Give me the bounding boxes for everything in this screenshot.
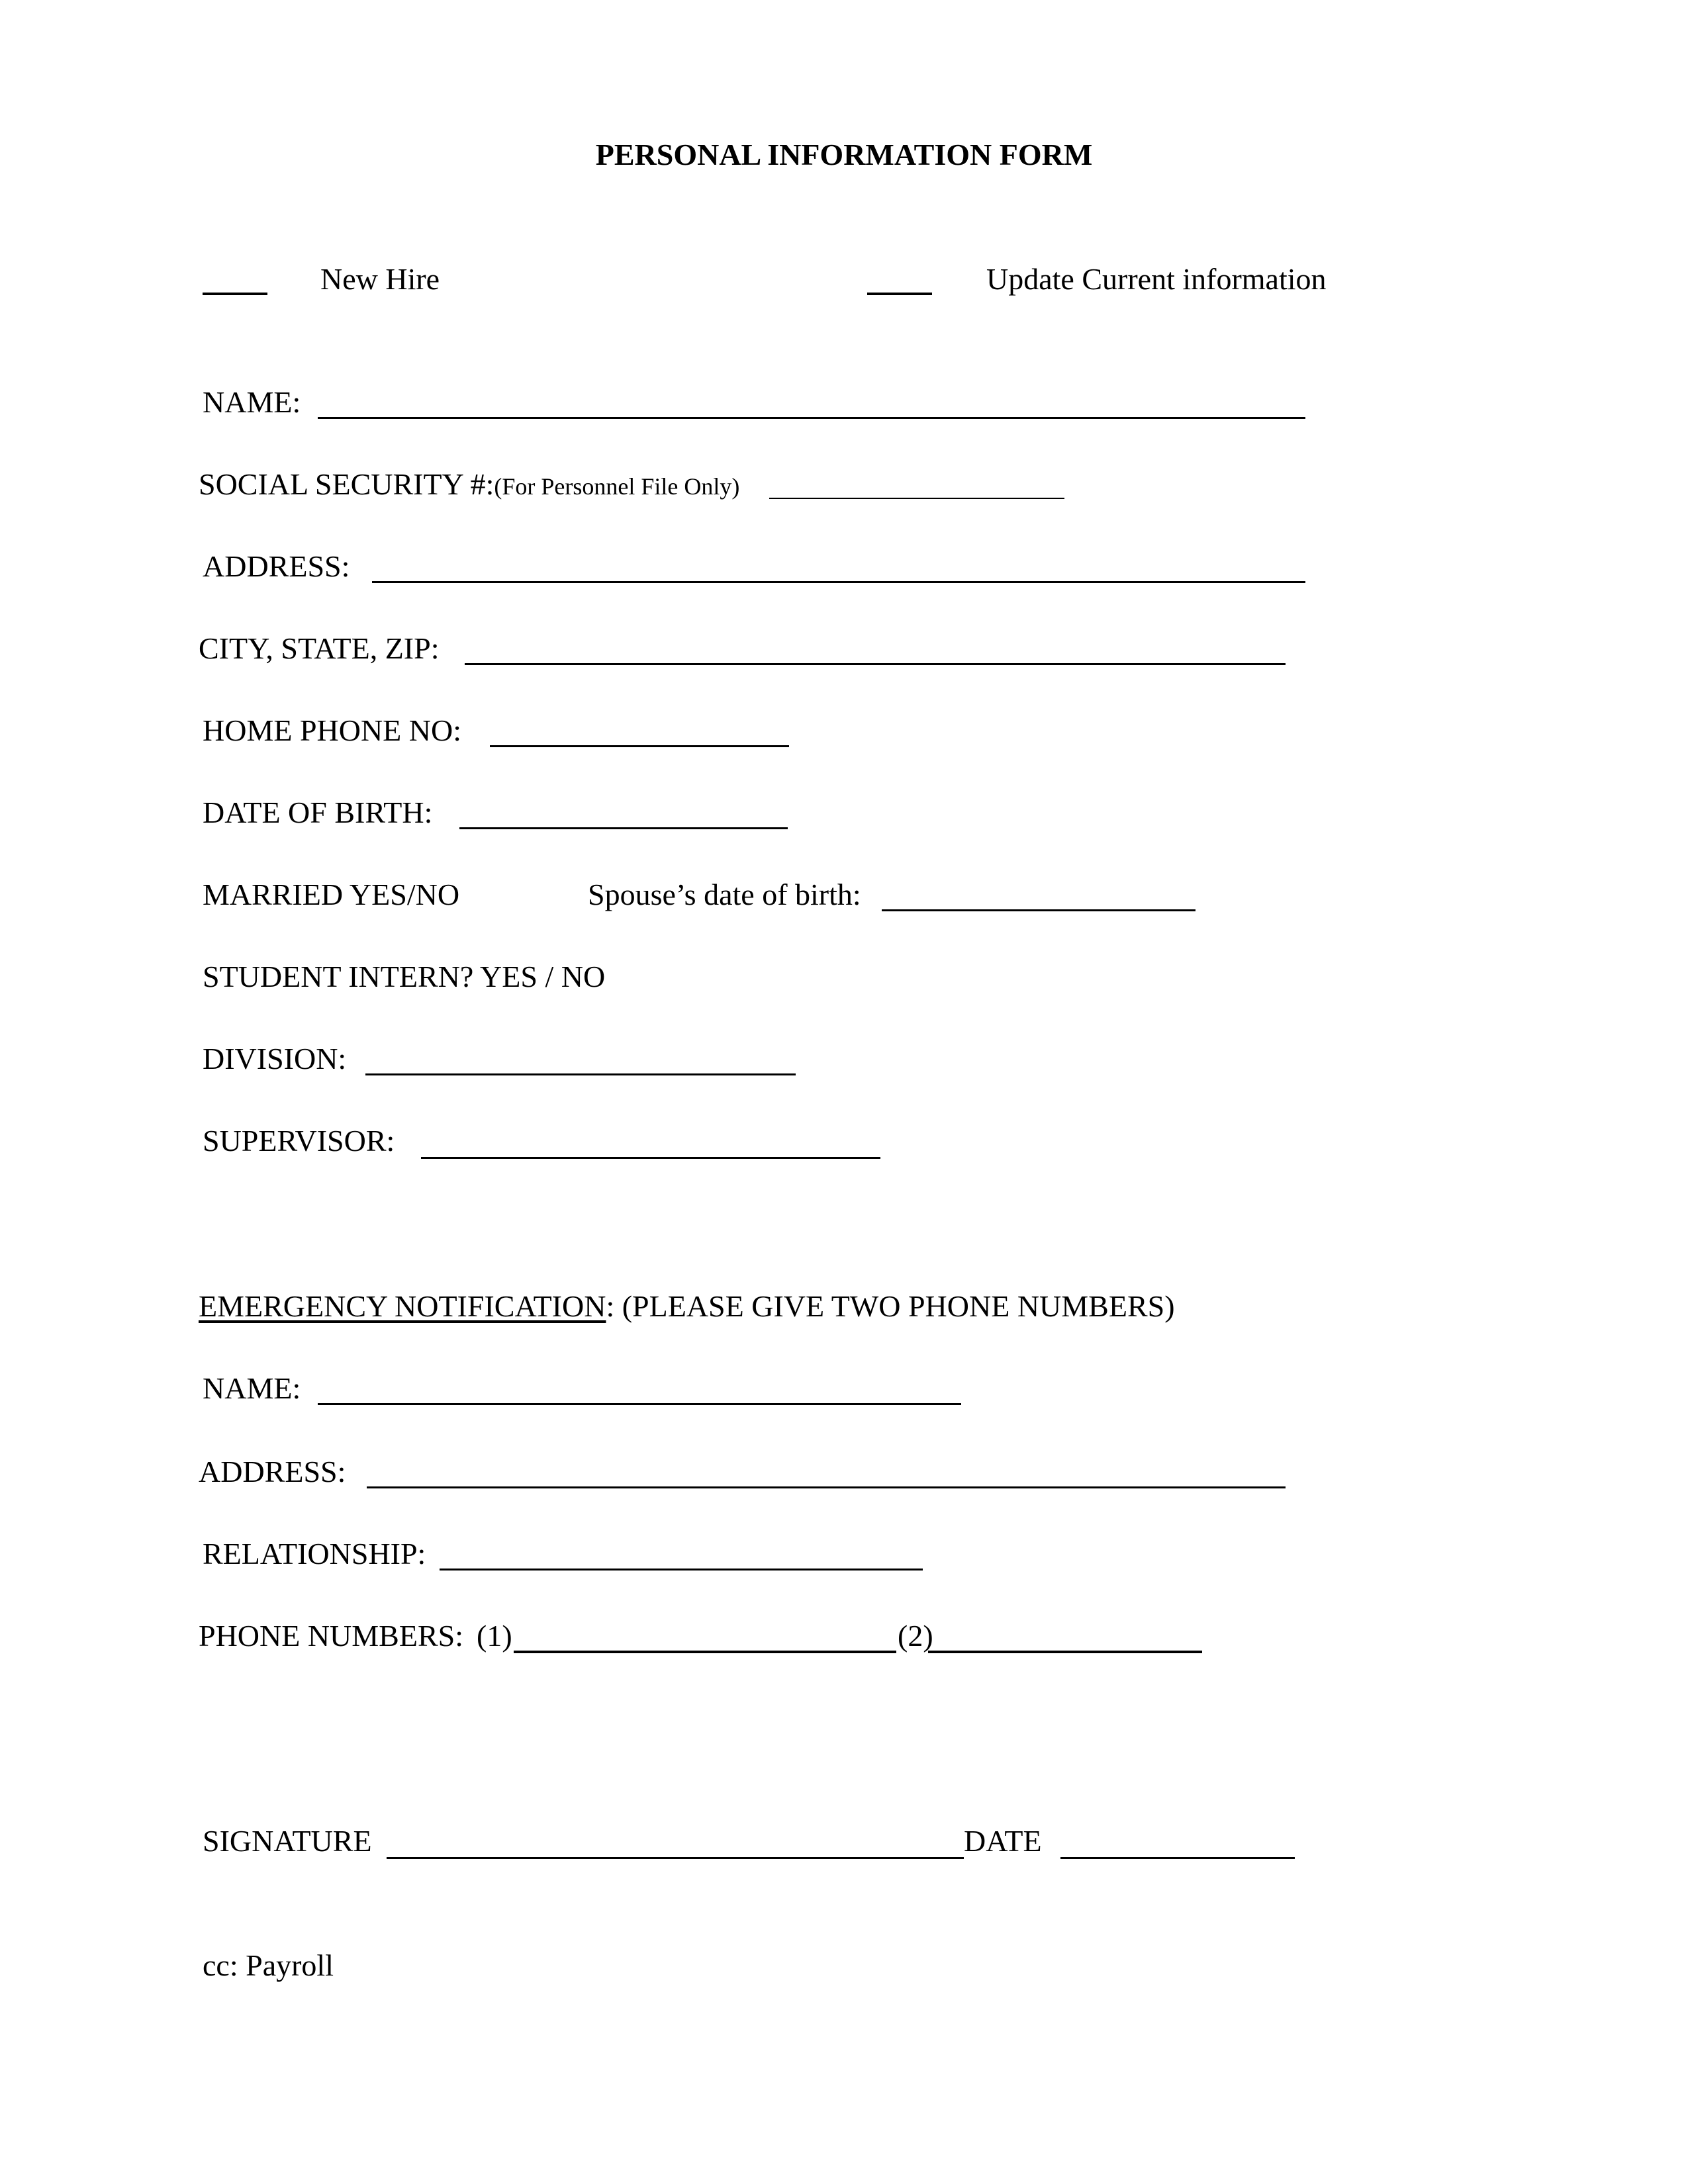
home-phone-label: HOME PHONE NO: bbox=[203, 713, 461, 747]
dob-field-line[interactable] bbox=[459, 827, 788, 829]
phone-numbers-label: PHONE NUMBERS: bbox=[199, 1619, 464, 1653]
address-label: ADDRESS: bbox=[203, 549, 350, 583]
emergency-heading-note: : (PLEASE GIVE TWO PHONE NUMBERS) bbox=[606, 1289, 1175, 1323]
phone-2-label: (2) bbox=[898, 1619, 933, 1653]
relationship-label: RELATIONSHIP: bbox=[203, 1537, 426, 1570]
new-hire-label: New Hire bbox=[320, 262, 440, 296]
supervisor-field-line[interactable] bbox=[421, 1157, 880, 1159]
spouse-dob-field-line[interactable] bbox=[882, 909, 1196, 911]
date-label: DATE bbox=[964, 1824, 1042, 1858]
emergency-heading-row bbox=[199, 1287, 1175, 1326]
division-label: DIVISION: bbox=[203, 1042, 347, 1075]
student-intern-label: STUDENT INTERN? YES / NO bbox=[203, 960, 606, 993]
relationship-field-line[interactable] bbox=[440, 1569, 923, 1570]
home-phone-field-line[interactable] bbox=[490, 745, 789, 747]
emergency-name-field-line[interactable] bbox=[318, 1403, 961, 1405]
emergency-name-label: NAME: bbox=[203, 1371, 301, 1405]
married-label: MARRIED YES/NO bbox=[203, 878, 460, 911]
city-state-zip-label: CITY, STATE, ZIP: bbox=[199, 631, 440, 665]
phone-1-field-line[interactable] bbox=[514, 1651, 896, 1653]
ssn-label: SOCIAL SECURITY #: bbox=[199, 467, 494, 501]
form-title: PERSONAL INFORMATION FORM bbox=[595, 138, 1093, 171]
emergency-address-label: ADDRESS: bbox=[199, 1455, 346, 1488]
name-field-line[interactable] bbox=[318, 417, 1305, 419]
signature-field-line[interactable] bbox=[387, 1857, 964, 1859]
name-label: NAME: bbox=[203, 385, 301, 419]
supervisor-label: SUPERVISOR: bbox=[203, 1124, 395, 1158]
ssn-label-row bbox=[199, 465, 739, 506]
ssn-field-line[interactable] bbox=[769, 498, 1064, 499]
city-state-zip-field-line[interactable] bbox=[465, 663, 1286, 665]
new-hire-checkbox-line[interactable] bbox=[203, 293, 267, 295]
emergency-heading: EMERGENCY NOTIFICATION bbox=[199, 1289, 606, 1323]
ssn-note: (For Personnel File Only) bbox=[494, 473, 740, 500]
signature-label: SIGNATURE bbox=[203, 1824, 372, 1858]
emergency-address-field-line[interactable] bbox=[367, 1486, 1286, 1488]
phone-1-label: (1) bbox=[477, 1619, 512, 1653]
update-label: Update Current information bbox=[986, 262, 1327, 296]
cc-note: cc: Payroll bbox=[203, 1948, 334, 1982]
address-field-line[interactable] bbox=[372, 581, 1305, 583]
dob-label: DATE OF BIRTH: bbox=[203, 796, 433, 829]
update-checkbox-line[interactable] bbox=[867, 293, 932, 295]
division-field-line[interactable] bbox=[365, 1073, 796, 1075]
date-field-line[interactable] bbox=[1060, 1857, 1295, 1859]
phone-2-field-line[interactable] bbox=[928, 1651, 1202, 1653]
spouse-dob-label: Spouse’s date of birth: bbox=[588, 878, 861, 911]
